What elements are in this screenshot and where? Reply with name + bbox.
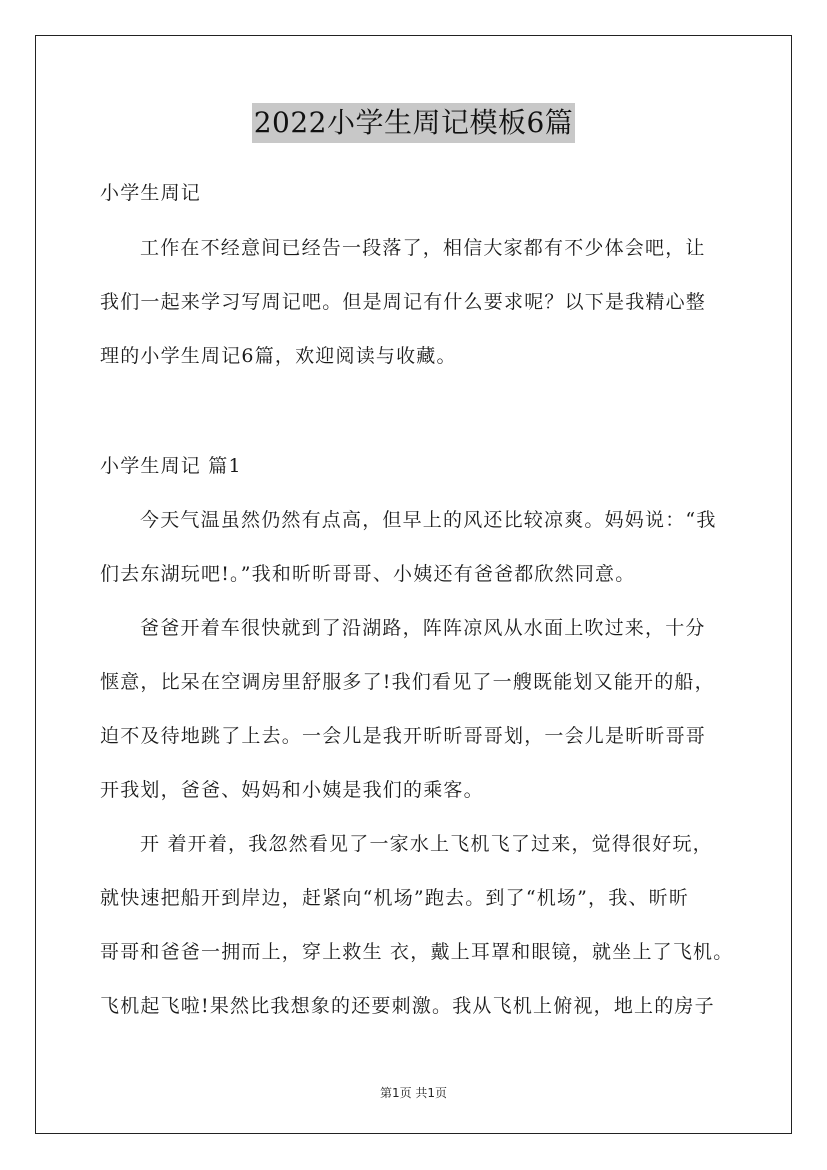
body-line-3: 爸爸开着车很快就到了沿湖路，阵阵凉风从水面上吹过来，十分 [140,617,706,639]
part-heading: 小学生周记 篇1 [100,455,242,477]
title-container [0,103,827,143]
intro-line-1: 工作在不经意间已经告一段落了，相信大家都有不少体会吧，让 [140,237,706,259]
body-line-8: 就快速把船开到岸边，赶紧向“机场”跑去。到了“机场”，我、昕昕 [100,887,690,909]
body-line-9: 哥哥和爸爸一拥而上，穿上救生 衣，戴上耳罩和眼镜，就坐上了飞机。 [100,941,734,963]
body-line-1: 今天气温虽然仍然有点高，但早上的风还比较凉爽。妈妈说：“我 [140,509,717,531]
section-heading: 小学生周记 [100,182,202,204]
body-line-2: 们去东湖玩吧!。”我和昕昕哥哥、小姨还有爸爸都欣然同意。 [100,563,636,585]
body-line-5: 迫不及待地跳了上去。一会儿是我开昕昕哥哥划，一会儿是昕昕哥哥 [100,725,707,747]
page-footer: 第1页 共1页 [379,1086,448,1100]
body-line-10: 飞机起飞啦!果然比我想象的还要刺激。我从飞机上俯视，地上的房子 [100,995,715,1017]
body-line-4: 惬意，比呆在空调房里舒服多了!我们看见了一艘既能划又能开的船， [100,671,715,693]
document-title: 2022小学生周记模板6篇 [252,103,576,143]
body-line-7: 开 着开着，我忽然看见了一家水上飞机飞了过来，觉得很好玩， [140,833,713,855]
intro-line-2: 我们一起来学习写周记吧。但是周记有什么要求呢？以下是我精心整 [100,291,707,313]
body-line-6: 开我划，爸爸、妈妈和小姨是我们的乘客。 [100,779,484,801]
intro-line-3: 理的小学生周记6篇，欢迎阅读与收藏。 [100,345,457,367]
